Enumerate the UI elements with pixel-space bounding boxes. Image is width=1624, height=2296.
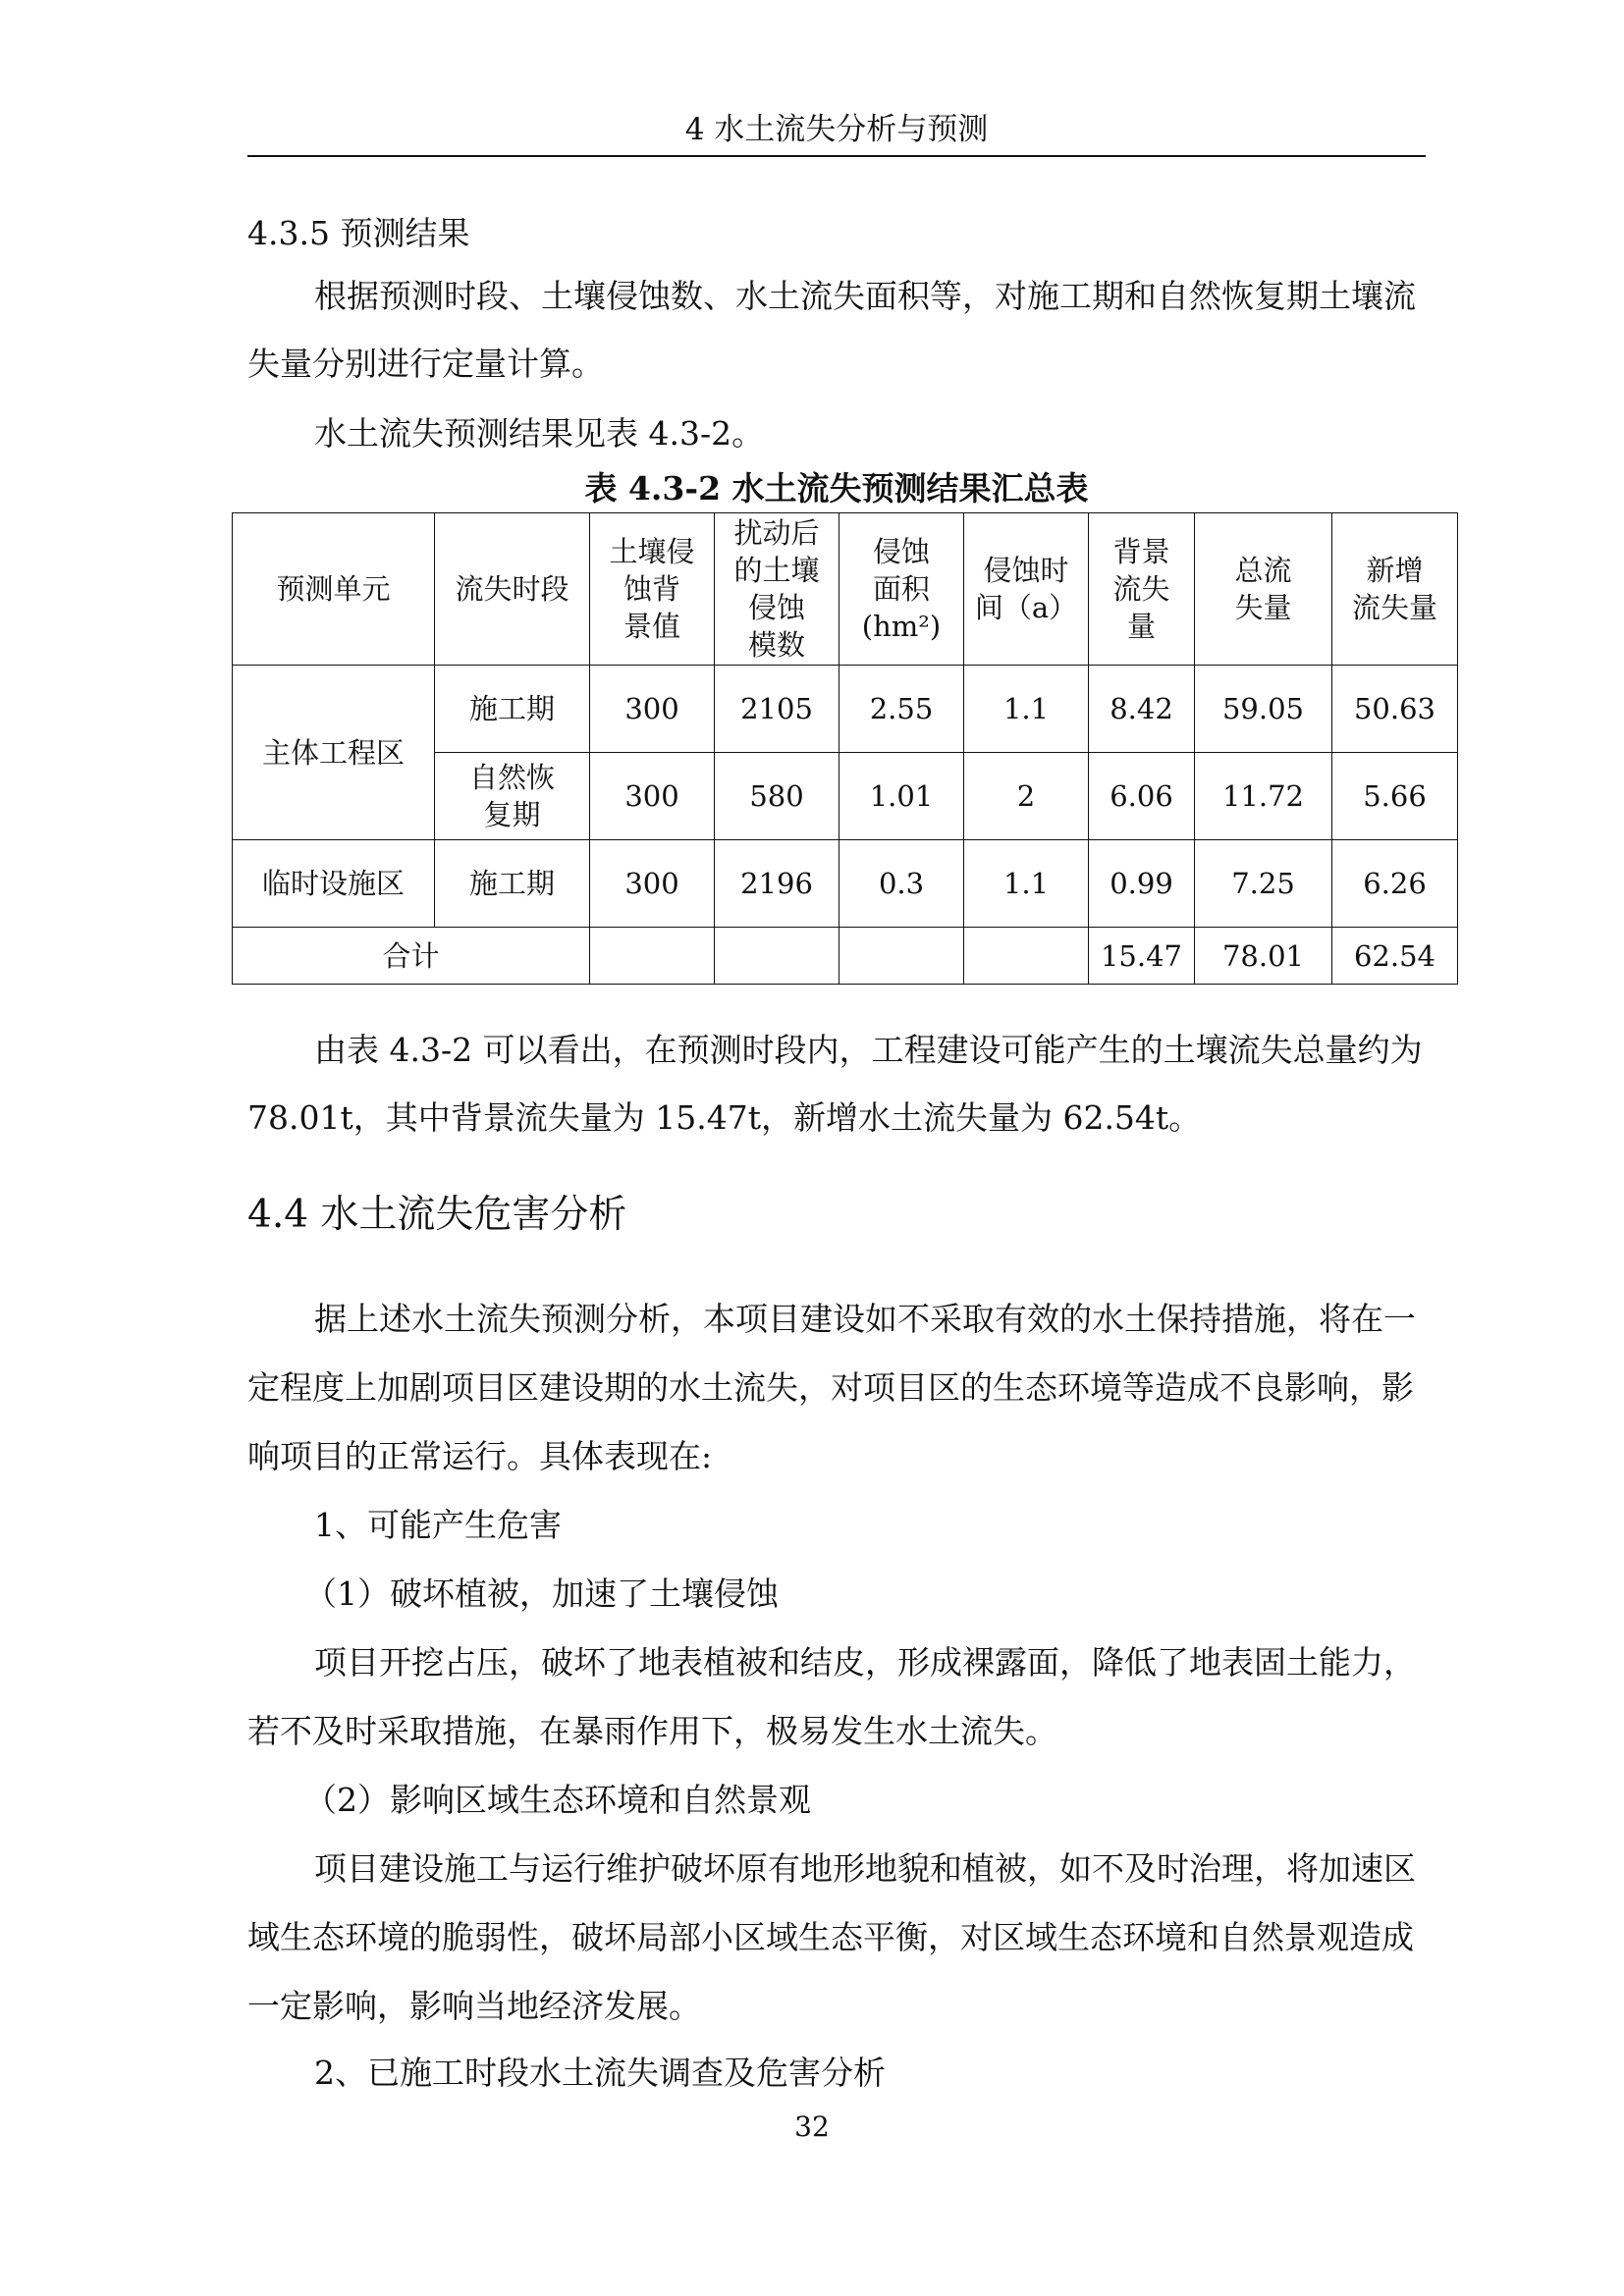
table-row [233,840,1458,928]
total-label: 合计 [233,928,590,985]
value-cell: 6.06 [1089,753,1195,840]
header-disturbed-modulus: 扰动后 的土壤 侵蚀 模数 [715,513,839,666]
table-total-row [233,928,1458,985]
sub-1-line-2: 若不及时采取措施，在暴雨作用下，极易发生水土流失。 [247,1712,1057,1750]
sub-2-line-1: 项目建设施工与运行维护破坏原有地形地貌和植被，如不及时治理，将加速区 [314,1849,1416,1888]
value-cell: 6.26 [1332,840,1458,928]
unit-cell: 主体工程区 [233,666,435,840]
sub-item-1: （1）破坏植被，加速了土壤侵蚀 [304,1575,779,1613]
para-1-line-2: 失量分别进行定量计算。 [247,345,604,383]
unit-cell: 临时设施区 [233,840,435,928]
total-cell [715,928,839,985]
item-1: 1、可能产生危害 [314,1506,562,1544]
prediction-results-table [232,512,1458,985]
header-total-loss: 总流 失量 [1195,513,1332,666]
header-period: 流失时段 [435,513,590,666]
sub-item-2: （2）影响区域生态环境和自然景观 [304,1781,811,1819]
sub-2-line-3: 一定影响，影响当地经济发展。 [247,1987,701,2025]
value-cell: 8.42 [1089,666,1195,753]
header-background-loss: 背景 流失 量 [1089,513,1195,666]
total-cell [964,928,1089,985]
value-cell: 0.3 [839,840,964,928]
header-erosion-area: 侵蚀 面积 (hm²) [839,513,964,666]
intro-line-3: 响项目的正常运行。具体表现在: [247,1437,713,1475]
section-4-4-title: 4.4 水土流失危害分析 [247,1193,627,1237]
page-number: 32 [794,2110,830,2143]
value-cell: 300 [590,840,715,928]
intro-line-1: 据上述水土流失预测分析，本项目建设如不采取有效的水土保持措施，将在一 [314,1300,1416,1338]
total-cell: 15.47 [1089,928,1195,985]
header-unit: 预测单元 [233,513,435,666]
header-new-loss: 新增 流失量 [1332,513,1458,666]
item-2: 2、已施工时段水土流失调查及危害分析 [314,2054,886,2092]
sub-1-line-1: 项目开挖占压，破坏了地表植被和结皮，形成裸露面，降低了地表固土能力， [314,1643,1416,1682]
value-cell: 59.05 [1195,666,1332,753]
value-cell: 2.55 [839,666,964,753]
para-1-line-1: 根据预测时段、土壤侵蚀数、水土流失面积等，对施工期和自然恢复期土壤流 [314,277,1416,315]
period-cell: 施工期 [435,840,590,928]
period-cell: 施工期 [435,666,590,753]
total-cell: 62.54 [1332,928,1458,985]
intro-line-2: 定程度上加剧项目区建设期的水土流失，对项目区的生态环境等造成不良影响，影 [247,1368,1414,1407]
value-cell: 1.1 [964,666,1089,753]
result-line-1: 由表 4.3-2 可以看出，在预测时段内，工程建设可能产生的土壤流失总量约为 [314,1031,1423,1069]
value-cell: 11.72 [1195,753,1332,840]
running-header: 4 水土流失分析与预测 [684,112,989,147]
period-cell: 自然恢 复期 [435,753,590,840]
value-cell: 1.01 [839,753,964,840]
value-cell: 300 [590,753,715,840]
value-cell: 50.63 [1332,666,1458,753]
value-cell: 300 [590,666,715,753]
total-cell [839,928,964,985]
value-cell: 580 [715,753,839,840]
section-4-3-5-title: 4.3.5 预测结果 [247,214,470,252]
total-cell: 78.01 [1195,928,1332,985]
value-cell: 0.99 [1089,840,1195,928]
para-2: 水土流失预测结果见表 4.3-2。 [314,414,765,453]
value-cell: 5.66 [1332,753,1458,840]
header-rule [247,155,1426,157]
value-cell: 2 [964,753,1089,840]
value-cell: 2105 [715,666,839,753]
value-cell: 7.25 [1195,840,1332,928]
value-cell: 1.1 [964,840,1089,928]
table-header-row [233,513,1458,666]
value-cell: 2196 [715,840,839,928]
header-background-value: 土壤侵 蚀背 景值 [590,513,715,666]
header-erosion-time: 侵蚀时 间（a） [964,513,1089,666]
table-caption: 表 4.3-2 水土流失预测结果汇总表 [584,469,1089,507]
total-cell [590,928,715,985]
table-row [233,666,1458,753]
sub-2-line-2: 域生态环境的脆弱性，破坏局部小区域生态平衡，对区域生态环境和自然景观造成 [247,1918,1414,1956]
result-line-2: 78.01t，其中背景流失量为 15.47t，新增水土流失量为 62.54t。 [247,1098,1202,1137]
